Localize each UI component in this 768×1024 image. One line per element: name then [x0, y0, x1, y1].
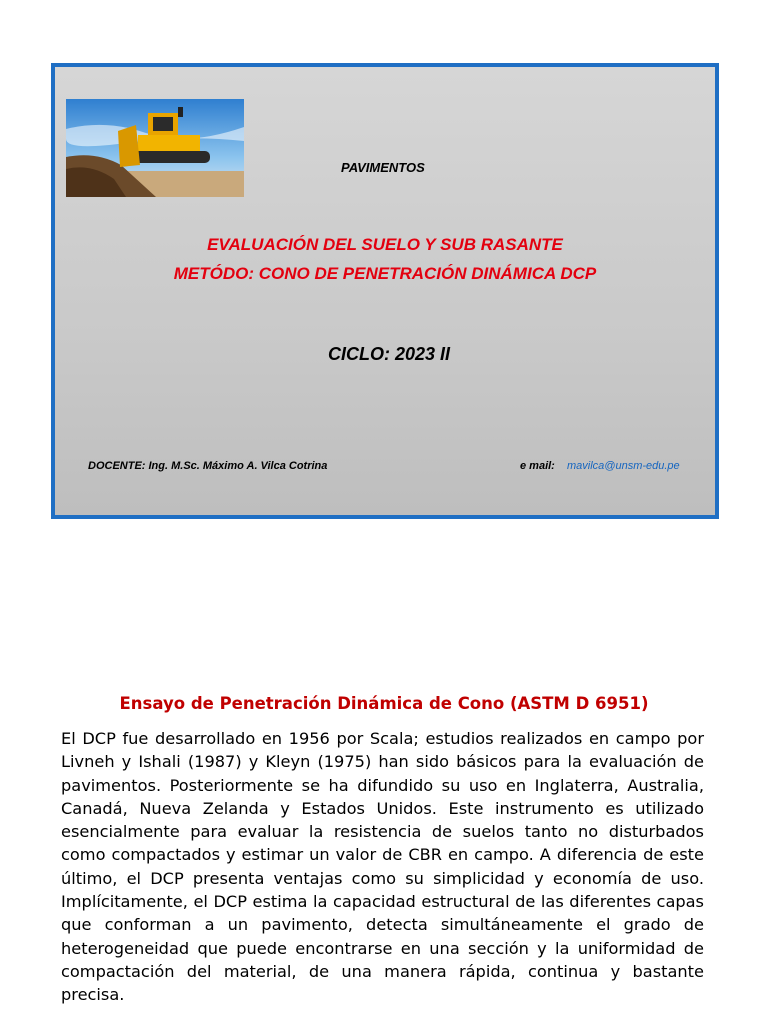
slide-title-line-2: METÓDO: CONO DE PENETRACIÓN DINÁMICA DCP — [173, 264, 597, 283]
section-body-paragraph: El DCP fue desarrollado en 1956 por Scala; estudios realizados en campo por Livneh y Ishali (1987) y Kleyn (1975) han sido básicos para la evaluación de pavimentos. Posteriormente se ha difundido su uso en Inglaterra, Australia, Canadá, Nueva Zelanda y Estados Unidos. Este instrumento es utilizado esencialmente para evaluar la resistencia de suelos tanto no disturbados como compactados y estimar un valor de CBR en campo. A diferencia de este último, el DCP presenta ventajas como su simplicidad y economía de uso. Implícitamente, el DCP estima la capacidad estructural de las diferentes capas que conforman a un pavimento, detecta simultáneamente el grado de heterogeneidad que puede encontrarse en una sección y la uniformidad de compactación del material, de una manera rápida, continua y bastante precisa. — [61, 729, 704, 1005]
section-heading: Ensayo de Penetración Dinámica de Cono (ASTM D 6951) — [119, 694, 649, 713]
email-label: e mail: — [520, 460, 555, 472]
instructor-name: DOCENTE: Ing. M.Sc. Máximo A. Vilca Cotrina — [88, 460, 328, 472]
course-subject: PAVIMENTOS — [341, 160, 425, 175]
course-cycle: CICLO: 2023 II — [328, 344, 451, 364]
title-slide — [51, 63, 719, 519]
email-link[interactable]: mavilca@unsm-edu.pe — [567, 460, 680, 472]
slide-title-line-1: EVALUACIÓN DEL SUELO Y SUB RASANTE — [207, 235, 563, 254]
bulldozer-image — [66, 99, 244, 197]
